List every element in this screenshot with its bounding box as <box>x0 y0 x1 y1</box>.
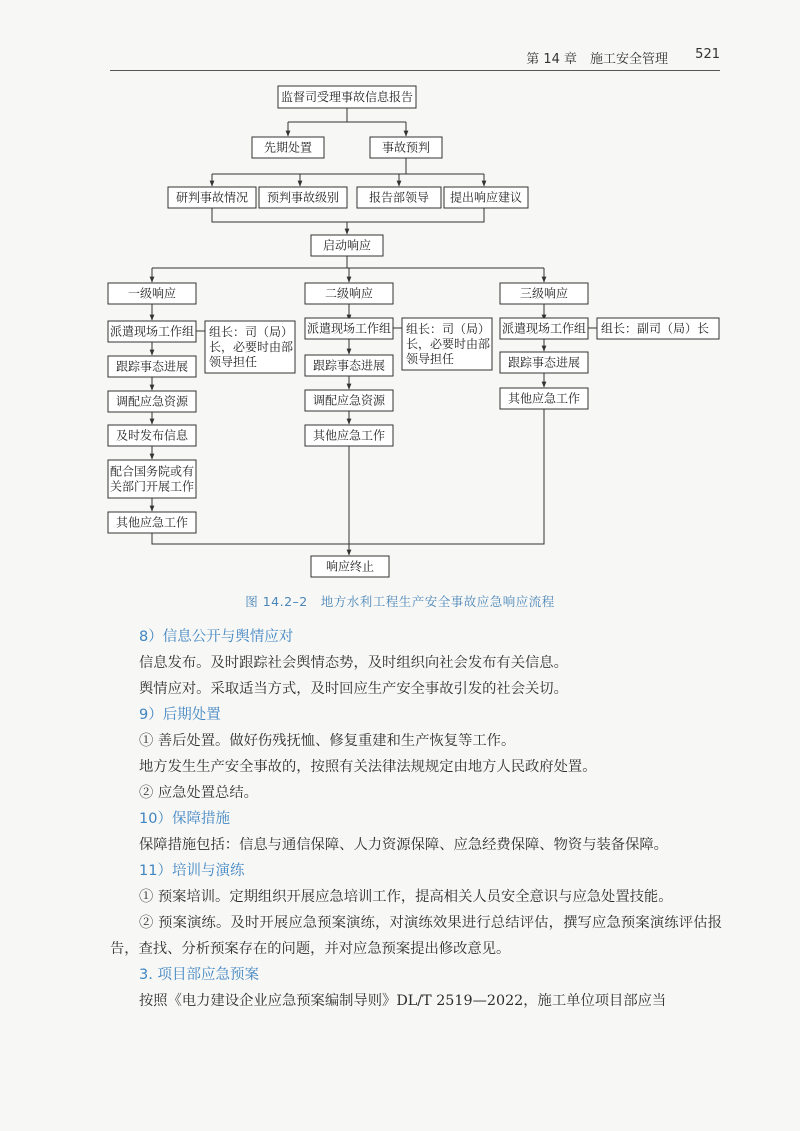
box-report-received <box>278 86 416 108</box>
col2-step-3 <box>305 425 393 446</box>
col2-step-2 <box>305 390 393 411</box>
box-report-leader <box>357 187 441 208</box>
col2-step-1-text: 跟踪事态进展 <box>312 358 386 373</box>
col3-step-0 <box>500 318 588 339</box>
col1-step-1 <box>108 356 196 377</box>
box-initial-handling <box>252 137 324 158</box>
col1-step-3 <box>108 425 196 446</box>
box-report-leader-text: 报告部领导 <box>368 190 430 205</box>
section-heading: 11）培训与演练 <box>139 863 245 879</box>
box-start-response <box>311 235 383 256</box>
box-report-received-text: 监督司受理事故信息报告 <box>280 90 414 104</box>
col1-step-4-text: 关部门开展工作 <box>109 479 195 494</box>
col3-step-1 <box>500 352 588 373</box>
paragraph: ① 预案培训。定期组织开展应急培训工作，提高相关人员安全意识与应急处置技能。 <box>139 889 673 905</box>
col3-step-2-text: 其他应急工作 <box>507 391 581 406</box>
box-propose-response <box>444 187 528 208</box>
col1-step-2 <box>108 391 196 412</box>
page-number: 521 <box>695 47 720 62</box>
col1-note-text: 领导担任 <box>209 355 258 369</box>
box-study-situation <box>168 187 256 208</box>
section-heading: 10）保障措施 <box>139 811 230 827</box>
box-initial-handling-text: 先期处置 <box>263 140 313 155</box>
col2-step-1 <box>305 355 393 376</box>
box-accident-prediction <box>370 137 442 158</box>
col1-step-5 <box>108 512 196 533</box>
section-heading: 9）后期处置 <box>139 707 221 723</box>
box-predict-level <box>259 187 347 208</box>
col3-note <box>597 318 719 339</box>
col2-step-0-text: 派遣现场工作组 <box>306 321 392 336</box>
paragraph: ② 预案演练。及时开展应急预案演练，对演练效果进行总结评估，撰写应急预案演练评估报告，查找、分析预案存在的问题，并对应急预案提出修改意见。 <box>110 915 722 957</box>
paragraph: ① 善后处置。做好伤残抚恤、修复重建和生产恢复等工作。 <box>139 733 516 749</box>
col1-step-4 <box>108 460 196 498</box>
col1-title <box>108 283 196 304</box>
col1-note-text: 长，必要时由部 <box>209 340 294 354</box>
figure-caption: 图 14.2–2 地方水利工程生产安全事故应急响应流程 <box>245 594 555 609</box>
box-propose-response-text: 提出响应建议 <box>449 190 523 205</box>
box-accident-prediction-text: 事故预判 <box>381 140 431 155</box>
paragraph: 舆情应对。采取适当方式，及时回应生产安全事故引发的社会关切。 <box>139 681 568 697</box>
col2-step-0 <box>305 318 393 339</box>
body-text <box>110 624 722 1014</box>
col2-title <box>305 283 393 304</box>
col2-step-2-text: 调配应急资源 <box>312 393 386 408</box>
col3-title-text: 三级响应 <box>519 286 569 301</box>
col2-step-3-text: 其他应急工作 <box>312 428 386 443</box>
col1-step-0-text: 派遣现场工作组 <box>109 324 195 339</box>
box-response-end-text: 响应终止 <box>325 559 375 574</box>
box-response-end <box>311 556 389 577</box>
col2-note-text: 组长：司（局） <box>406 322 491 336</box>
col1-step-4-text: 配合国务院或有 <box>109 464 195 479</box>
col1-step-5-text: 其他应急工作 <box>115 515 189 530</box>
col1-step-0 <box>108 321 196 342</box>
col3-step-0-text: 派遣现场工作组 <box>501 321 587 336</box>
section-heading: 3. 项目部应急预案 <box>139 967 259 983</box>
section-heading: 8）信息公开与舆情应对 <box>139 629 294 645</box>
col1-step-3-text: 及时发布信息 <box>115 428 189 443</box>
col1-step-1-text: 跟踪事态进展 <box>115 359 189 374</box>
col3-step-2 <box>500 388 588 409</box>
box-predict-level-text: 预判事故级别 <box>266 190 340 205</box>
box-study-situation-text: 研判事故情况 <box>175 190 249 205</box>
paragraph: 保障措施包括：信息与通信保障、人力资源保障、应急经费保障、物资与装备保障。 <box>139 837 668 853</box>
box-start-response-text: 启动响应 <box>322 238 372 253</box>
col1-note <box>205 321 295 373</box>
col3-step-1-text: 跟踪事态进展 <box>507 355 581 370</box>
col2-note-text: 领导担任 <box>406 352 455 366</box>
chapter-title: 第 14 章 施工安全管理 <box>526 52 668 67</box>
col2-title-text: 二级响应 <box>324 286 374 301</box>
col2-note <box>402 318 492 370</box>
col1-note-text: 组长：司（局） <box>209 325 294 339</box>
paragraph: 信息发布。及时跟踪社会舆情态势，及时组织向社会发布有关信息。 <box>139 655 568 671</box>
col3-title <box>500 283 588 304</box>
col3-note-text: 组长：副司（局）长 <box>601 321 710 336</box>
col1-step-2-text: 调配应急资源 <box>115 394 189 409</box>
paragraph: 按照《电力建设企业应急预案编制导则》DL/T 2519—2022，施工单位项目部应当 <box>139 993 667 1009</box>
paragraph: 地方发生生产安全事故的，按照有关法律法规规定由地方人民政府处置。 <box>139 759 597 775</box>
paragraph: ② 应急处置总结。 <box>139 785 258 801</box>
col2-note-text: 长，必要时由部 <box>406 337 491 351</box>
col1-title-text: 一级响应 <box>127 286 177 301</box>
